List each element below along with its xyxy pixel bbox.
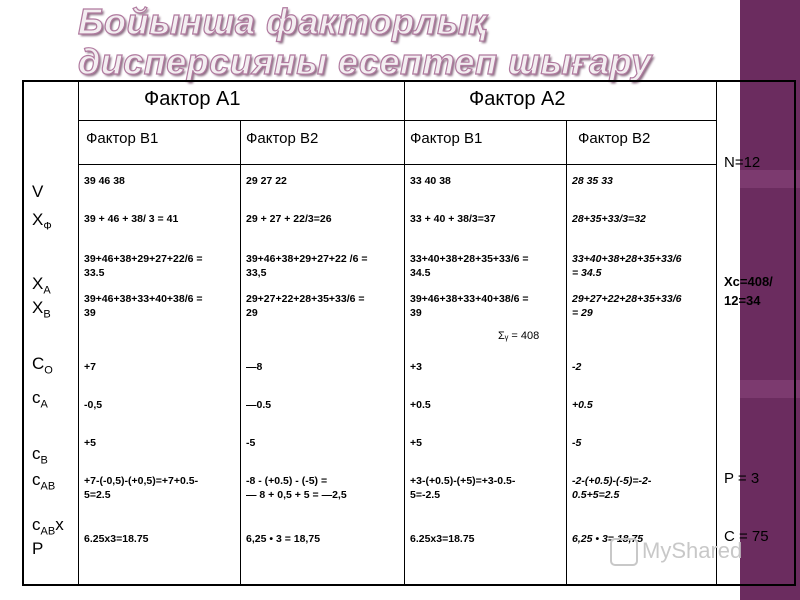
table-cell: — 8 + 0,5 + 5 = —2,5 (246, 489, 347, 501)
row-label-c-ab-x-p: $c_{AB}x$ P (32, 515, 64, 559)
grid-line (78, 120, 716, 121)
table-cell: 29+27+22+28+35+33/6 (572, 293, 682, 305)
table-cell: 29 (246, 307, 258, 319)
table-cell: 33 + 40 + 38/3=37 (410, 213, 496, 225)
table-cell: 39 46 38 (84, 175, 125, 187)
row-label-v: V (32, 182, 44, 201)
title-line-1: Бойынша факторлық (78, 1, 488, 42)
table-cell: 33,5 (246, 267, 267, 279)
table-cell: 5=-2.5 (410, 489, 441, 501)
table-cell: +7-(-0,5)-(+0,5)=+7+0.5- (84, 475, 199, 487)
factor-b1-header: Фактор В1 (410, 130, 483, 147)
row-label-c-a: $c_A$ (32, 388, 48, 411)
table-cell: 39+46+38+33+40+38/6 = (84, 293, 203, 305)
table-cell: -5 (246, 437, 256, 449)
table-cell: —8 (246, 361, 263, 373)
table-cell: -2 (572, 361, 582, 373)
p-value: P = 3 (724, 470, 760, 487)
table-cell: 39+46+38+29+27+22 /6 = (246, 253, 368, 265)
sum-note: Σᵧ = 408 (498, 330, 540, 342)
grid-line (716, 82, 717, 584)
factor-b2-header: Фактор В2 (246, 130, 319, 147)
row-label-x-b: $X_B$ (32, 298, 51, 321)
factor-a2-header: Фактор А2 (469, 88, 566, 110)
table-cell: +5 (84, 437, 96, 449)
table-cell: 6,25 • 3= 18,75 (572, 533, 644, 545)
table-cell: 29+27+22+28+35+33/6 = (246, 293, 365, 305)
table-cell: 28 35 33 (572, 175, 613, 187)
watermark: MyShared (610, 538, 742, 566)
table-cell: = 34.5 (572, 267, 602, 279)
table-cell: 28+35+33/3=32 (572, 213, 646, 225)
table-cell: 33 40 38 (410, 175, 451, 187)
grid-line (78, 164, 716, 165)
xc-value: Хс=408/ 12=34 (724, 274, 773, 308)
table-cell: +3-(+0.5)-(+5)=+3-0.5- (410, 475, 516, 487)
table-cell: 33+40+38+28+35+33/6 = (410, 253, 529, 265)
table-cell: -5 (572, 437, 582, 449)
table-cell: -8 - (+0.5) - (-5) = (246, 475, 328, 487)
grid-line (240, 120, 241, 584)
factor-b2-header: Фактор В2 (578, 130, 651, 147)
myshared-logo-icon (610, 538, 638, 566)
n-value: N=12 (724, 154, 761, 171)
grid-line (78, 82, 79, 584)
table-cell: 39+46+38+29+27+22/6 = (84, 253, 203, 265)
table-cell: 33+40+38+28+35+33/6 (572, 253, 682, 265)
grid-line (404, 82, 405, 584)
variance-table (22, 80, 796, 586)
table-cell: +0.5 (410, 399, 431, 411)
table-cell: 5=2.5 (84, 489, 111, 501)
table-cell: 39 + 46 + 38/ 3 = 41 (84, 213, 179, 225)
grid-line (566, 120, 567, 584)
table-cell: = 29 (572, 307, 593, 319)
table-cell: 29 + 27 + 22/3=26 (246, 213, 332, 225)
row-label-x-f: $X_Ф$ (32, 210, 52, 233)
table-cell: 39 (410, 307, 422, 319)
table-cell: 29 27 22 (246, 175, 287, 187)
table-cell: —0.5 (246, 399, 272, 411)
table-cell: +5 (410, 437, 422, 449)
table-cell: -2-(+0.5)-(-5)=-2- (572, 475, 652, 487)
factor-b1-header: Фактор В1 (86, 130, 159, 147)
title-line-2: дисперсияны есептеп шығару (78, 41, 652, 82)
table-cell: 39 (84, 307, 96, 319)
table-cell: 34.5 (410, 267, 431, 279)
row-label-x-a: $X_A$ (32, 274, 51, 297)
row-label-c-o: $C_O$ (32, 354, 53, 377)
table-cell: 6.25х3=18.75 (410, 533, 475, 545)
table-cell: 39+46+38+33+40+38/6 = (410, 293, 529, 305)
table-cell: +0.5 (572, 399, 593, 411)
table-cell: -0,5 (84, 399, 103, 411)
slide-title (78, 2, 738, 82)
table-cell: 33.5 (84, 267, 105, 279)
table-cell: +7 (84, 361, 96, 373)
factor-a1-header: Фактор А1 (144, 88, 241, 110)
c-value: C = 75 (724, 528, 769, 545)
table-cell: 0.5+5=2.5 (572, 489, 620, 501)
row-label-c-b: $c_B$ (32, 444, 48, 467)
table-cell: 6,25 • 3 = 18,75 (246, 533, 321, 545)
table-cell: 6.25х3=18.75 (84, 533, 149, 545)
row-label-c-ab: $c_{AB}$ (32, 470, 56, 493)
table-cell: +3 (410, 361, 422, 373)
